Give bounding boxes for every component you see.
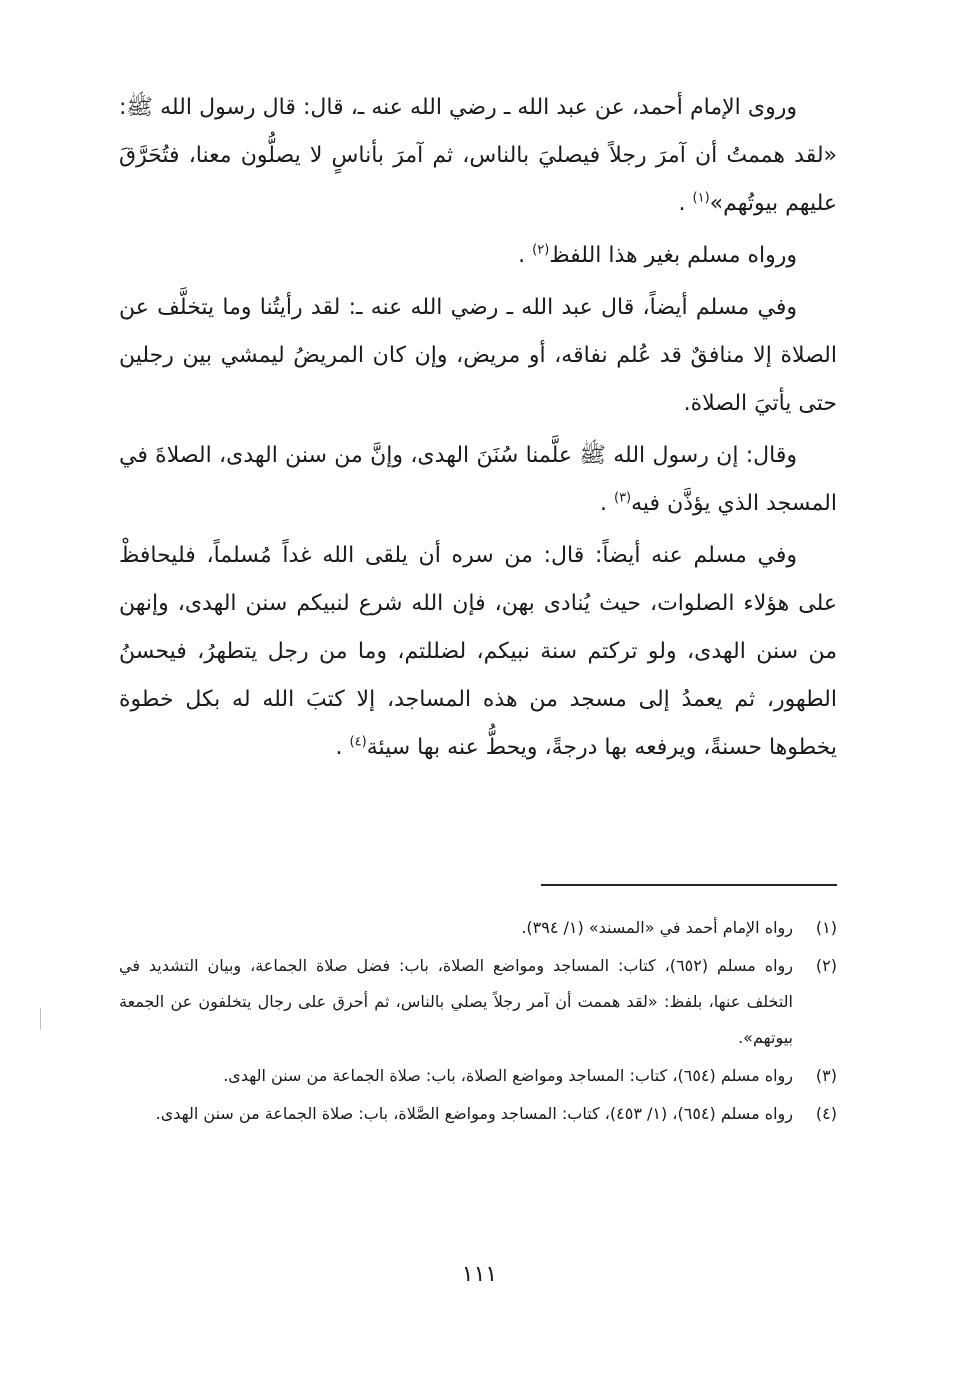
footnote-number-1: (١) [815,918,837,937]
paragraph-1-text: وروى الإمام أحمد، عن عبد الله ـ رضي الله عنه ـ، قال: قال رسول الله ﷺ: «لقد هممتُ أن آمرَ رجلاً فيصليَ بالناس، ثم آمرَ بأناسٍ لا يصلُّون معنا، فتُحَرَّقَ عليهم بيوتُهم» [119,95,837,216]
footnote-3 [119,1058,837,1094]
footnote-separator [541,884,837,886]
main-text-block [119,84,837,776]
footnote-2 [119,948,837,1056]
paragraph-5-end: . [335,735,343,760]
footnote-number-4: (٤) [815,1104,837,1123]
footnote-text-3: رواه مسلم (٦٥٤)، كتاب: المساجد ومواضع الصلاة، باب: صلاة الجماعة من سنن الهدى. [223,1066,793,1085]
footnote-ref-1: (١) [692,190,710,206]
footnote-text-2: رواه مسلم (٦٥٢)، كتاب: المساجد ومواضع الصلاة، باب: فضل صلاة الجماعة، وبيان التشديد في التخلف عنها، بلفظ: «لقد هممت أن آمر رجلاً يصلي بالناس، ثم أحرق على رجال يتخلفون عن الجمعة بيوتهم». [119,956,794,1047]
scan-edge-mark [40,1008,41,1030]
footnote-1 [119,910,837,946]
paragraph-1-end: . [678,191,686,216]
paragraph-4 [119,432,837,528]
footnote-ref-2: (٢) [532,242,550,258]
footnotes-block [119,910,837,1134]
paragraph-3 [119,284,837,428]
footnote-ref-3: (٣) [613,490,632,506]
paragraph-3-text: وفي مسلم أيضاً، قال عبد الله ـ رضي الله عنه ـ: لقد رأيتُنا وما يتخلَّف عن الصلاة إلا منافقٌ قد عُلم نفاقه، أو مريض، وإن كان المريضُ ليمشي بين رجلين حتى يأتيَ الصلاة. [119,295,837,416]
footnote-ref-4: (٤) [349,734,367,750]
paragraph-4-text: وقال: إن رسول الله ﷺ علَّمنا سُنَنَ الهدى، وإنَّ من سنن الهدى، الصلاةَ في المسجد الذي يؤذَّن فيه [119,443,837,516]
footnote-text-4: رواه مسلم (٦٥٤)، (١/ ٤٥٣)، كتاب: المساجد ومواضع الصَّلاة، باب: صلاة الجماعة من سنن الهدى. [155,1104,793,1123]
footnote-number-3: (٣) [815,1066,837,1085]
paragraph-4-end: . [599,491,607,516]
footnote-text-1: رواه الإمام أحمد في «المسند» (١/ ٣٩٤). [521,918,793,937]
footnote-number-2: (٢) [815,956,837,975]
paragraph-2-end: . [518,243,526,268]
footnote-4 [119,1096,837,1132]
paragraph-5-text: وفي مسلم عنه أيضاً: قال: من سره أن يلقى الله غداً مُسلماً، فليحافظْ على هؤلاء الصلوات، حيث يُنادى بهن، فإن الله شرع لنبيكم سنن الهدى، وإنهن من سنن الهدى، ولو تركتم سنة نبيكم، لضللتم، وما من رجل يتطهرُ، فيحسنُ الطهور، ثم يعمدُ إلى مسجد من هذه المساجد، إلا كتبَ الله له بكل خطوة يخطوها حسنةً، ويرفعه بها درجةً، ويحطُّ عنه بها سيئة [119,543,837,760]
paragraph-1 [119,84,837,228]
paragraph-2 [119,232,837,280]
paragraph-5 [119,532,837,772]
paragraph-2-text: ورواه مسلم بغير هذا اللفظ [549,243,797,268]
page-number: ١١١ [461,1262,498,1287]
